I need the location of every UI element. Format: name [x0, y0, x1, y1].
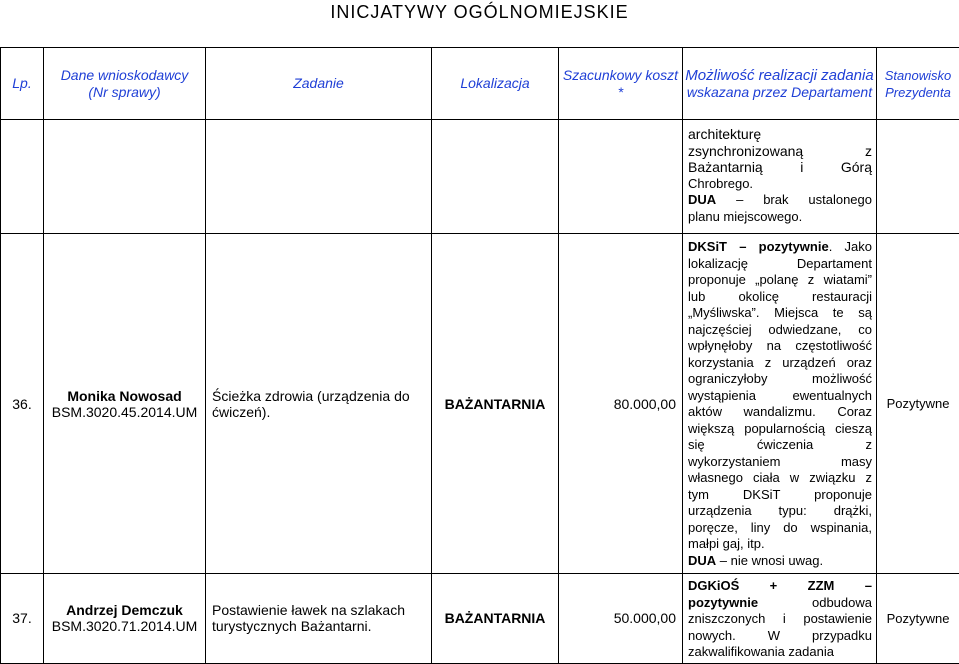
- table-header-row: [1, 48, 959, 120]
- row-location: BAŻANTARNIA: [432, 234, 559, 574]
- empty-cell: [1, 120, 44, 234]
- text-segment: odbudowa: [758, 595, 872, 610]
- text-line: tym DKSiT proponuje: [688, 487, 872, 504]
- text-line: zniszczonych i postawienie: [688, 611, 872, 628]
- text-line: – brak ustalonego: [736, 192, 872, 207]
- text-line: własnego ciała w związku z: [688, 470, 872, 487]
- text-line: ograniczyłoby możliwość: [688, 371, 872, 388]
- header-possibility: [683, 48, 877, 120]
- text-line: poręcze, liny do wspinania,: [688, 520, 872, 537]
- text-line: planu miejscowego.: [688, 209, 872, 226]
- text-line: nowych. W przypadku: [688, 628, 872, 645]
- text-line: wykorzystaniem masy: [688, 454, 872, 471]
- text-line: zakwalifikowania zadania: [688, 644, 872, 661]
- text-line: wpłynęłoby na częstotliwość: [688, 338, 872, 355]
- text-line: [688, 578, 872, 595]
- table-row: [1, 234, 959, 574]
- text-line: korzystania z urządzeń oraz: [688, 355, 872, 372]
- row-task: Ścieżka zdrowia (urządzenia do ćwiczeń).: [206, 234, 432, 574]
- text-line: proponuje „polanę z wiatami”: [688, 272, 872, 289]
- text-line: zsynchronizowaną z: [688, 143, 872, 160]
- empty-cell: [559, 120, 683, 234]
- applicant-name: Andrzej Demczuk: [66, 602, 183, 618]
- text-line: Bażantarnią i Górą: [688, 159, 872, 176]
- text-line: wystąpienia ewentualnych: [688, 388, 872, 405]
- row-lp: 36.: [1, 234, 44, 574]
- header-location: Lokalizacja: [432, 48, 559, 120]
- header-applicant: [44, 48, 206, 120]
- text-line: małpi gaj, itp.: [688, 536, 872, 553]
- text-line: [688, 239, 872, 256]
- header-possibility-line1: Możliwość realizacji zadania: [685, 67, 873, 84]
- case-number: BSM.3020.45.2014.UM: [52, 404, 198, 420]
- header-cost: Szacunkowy koszt *: [559, 48, 683, 120]
- row-possibility: [683, 574, 877, 664]
- department-label: pozytywnie: [688, 595, 758, 610]
- row-cost: 80.000,00: [559, 234, 683, 574]
- row-possibility: [683, 234, 877, 574]
- case-number: BSM.3020.71.2014.UM: [52, 618, 198, 634]
- text-segment: – nie wnosi uwag.: [716, 553, 823, 568]
- header-applicant-line2: (Nr sprawy): [88, 84, 160, 100]
- department-label: DUA: [688, 553, 716, 568]
- applicant-name: Monika Nowosad: [67, 388, 181, 404]
- empty-cell: [44, 120, 206, 234]
- header-stance-line1: Stanowisko: [885, 68, 951, 83]
- header-task: Zadanie: [206, 48, 432, 120]
- text-line: najczęściej odwiedzane, co: [688, 322, 872, 339]
- initiatives-table: [0, 47, 959, 664]
- text-line: się ćwiczenia z: [688, 437, 872, 454]
- header-stance: [877, 48, 959, 120]
- text-line: [688, 553, 872, 570]
- text-line: [688, 595, 872, 612]
- header-applicant-line1: Dane wnioskodawcy: [61, 67, 189, 83]
- table-row-continuation: [1, 120, 959, 234]
- header-possibility-line2: wskazana przez Departament: [687, 84, 872, 100]
- empty-cell: [206, 120, 432, 234]
- empty-cell: [877, 120, 959, 234]
- text-segment: . Jako: [829, 239, 872, 254]
- text-line: aktów wandalizmu. Coraz: [688, 404, 872, 421]
- text-line: [688, 192, 872, 209]
- page-title: INICJATYWY OGÓLNOMIEJSKIE: [0, 2, 959, 23]
- row-location: BAŻANTARNIA: [432, 574, 559, 664]
- header-stance-line2: Prezydenta: [885, 85, 951, 100]
- text-line: urządzenia typu: drążki,: [688, 503, 872, 520]
- table-row: [1, 574, 959, 664]
- row-stance: Pozytywne: [877, 574, 959, 664]
- text-line: większą popularnością cieszą: [688, 421, 872, 438]
- row-lp: 37.: [1, 574, 44, 664]
- row-cost: 50.000,00: [559, 574, 683, 664]
- empty-cell: [432, 120, 559, 234]
- text-line: architekturę: [688, 126, 872, 143]
- department-label: DKSiT – pozytywnie: [688, 239, 829, 254]
- text-line: lokalizację Departament: [688, 256, 872, 273]
- dua-label: DUA: [688, 192, 716, 207]
- department-label: DGKiOŚ + ZZM –: [688, 578, 872, 593]
- row-applicant: [44, 574, 206, 664]
- row-stance: Pozytywne: [877, 234, 959, 574]
- header-lp: Lp.: [1, 48, 44, 120]
- text-line: lub okolicę restauracji: [688, 289, 872, 306]
- text-line: „Myśliwska”. Miejsca te są: [688, 305, 872, 322]
- row-applicant: [44, 234, 206, 574]
- text-line: Chrobrego.: [688, 176, 872, 193]
- continuation-possibility: [683, 120, 877, 234]
- row-task: Postawienie ławek na szlakach turystycznych Bażantarni.: [206, 574, 432, 664]
